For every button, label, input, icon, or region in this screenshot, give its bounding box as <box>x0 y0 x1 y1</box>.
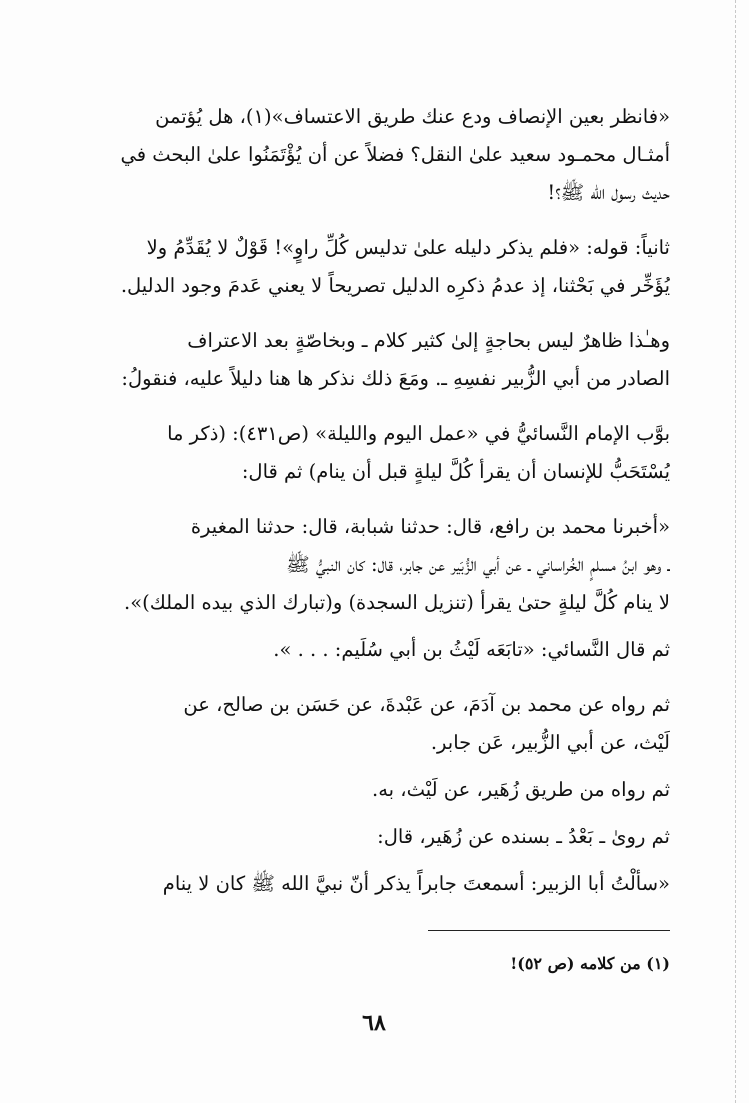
paragraph <box>72 865 670 903</box>
paragraph <box>72 415 670 491</box>
text-line: أمثـال محمـود سعيد علىٰ النقل؟ فضلاً عن أن يُؤْتَمَنُوا علىٰ البحث في <box>120 143 670 166</box>
text-line: «سألْتُ أبا الزبير: أسمعتَ جابراً يذكر أنّ نبيَّ الله ﷺ كان لا ينام <box>162 872 670 895</box>
text-line: لا ينام كُلَّ ليلةٍ حتىٰ يقرأ (تنزيل السجدة) و(تبارك الذي بيده الملك)». <box>124 591 670 614</box>
paragraph <box>72 631 670 669</box>
text-line: وهـٰذا ظاهرٌ ليس بحاجةٍ إلىٰ كثير كلام ـ وبخاصّةٍ بعد الاعتراف <box>187 329 670 352</box>
footnote: (١) من كلامه (ص ٥٢)! <box>510 954 670 973</box>
text-line: ثم قال النَّسائي: «تابَعَه لَيْثُ بن أبي سُلَيم: . . . ». <box>273 638 670 661</box>
paragraph <box>72 98 670 212</box>
footnote-divider <box>428 930 670 931</box>
text-line: لَيْث، عن أبي الزُّبير، عَن جابر. <box>430 731 670 754</box>
text-line: ثم رواه عن محمد بن آدَمَ، عن عَبْدةَ، عن حَسَن بن صالح، عن <box>183 693 670 716</box>
paragraph <box>72 771 670 809</box>
page-edge-line <box>735 0 736 1103</box>
text-line: الصادر من أبي الزُّبير نفسِهِ ـ. ومَعَ ذلك نذكر ها هنا دليلاً عليه، فنقولُ: <box>121 367 670 390</box>
text-line: حديث رسول الله ﷺ؟! <box>547 181 670 204</box>
paragraph <box>72 322 670 398</box>
paragraph <box>72 508 670 622</box>
text-line: ثم رواه من طريق زُهَير، عن لَيْث، به. <box>372 778 670 801</box>
paragraph <box>72 229 670 305</box>
text-line: «أخبرنا محمد بن رافع، قال: حدثنا شبابة، قال: حدثنا المغيرة <box>190 515 670 538</box>
paragraph <box>72 686 670 762</box>
text-line: ثانياً: قوله: «فلم يذكر دليله علىٰ تدليس كُلِّ راوٍ»! قَوْلٌ لا يُقَدِّمُ ولا <box>146 236 670 259</box>
text-line: يُسْتَحَبُّ للإنسان أن يقرأ كُلَّ ليلةٍ قبل أن ينام) ثم قال: <box>241 460 670 483</box>
text-line: ثم روىٰ ـ بَعْدُ ـ بسنده عن زُهَير، قال: <box>377 825 670 848</box>
text-line: يُؤَخِّر في بَحْثنا، إذ عدمُ ذكرِه الدليل تصريحاً لا يعني عَدمَ وجود الدليل. <box>120 274 670 297</box>
text-line: ـ وهو ابنُ مسلمٍ الخُراساني ـ عن أبي الزُّبَير عن جابر، قال: كان النبيُّ ﷺ <box>286 553 670 576</box>
main-text <box>72 98 670 903</box>
text-line: «فانظر بعين الإنصاف ودع عنك طريق الاعتساف»(١)، هل يُؤتمن <box>155 105 670 128</box>
page-number: ٦٨ <box>362 1010 386 1036</box>
text-line: بوَّب الإمام النَّسائيُّ في «عمل اليوم والليلة» (ص٤٣١): (ذكر ما <box>167 422 670 445</box>
paragraph <box>72 818 670 856</box>
